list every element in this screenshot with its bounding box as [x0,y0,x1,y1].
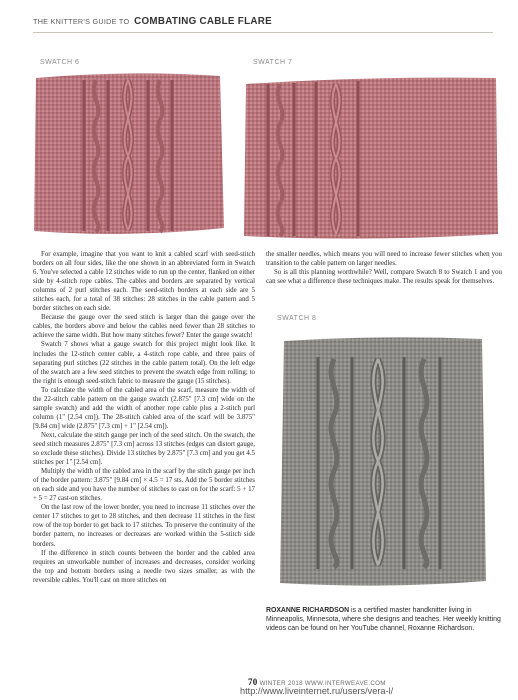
swatch-6-label: SWATCH 6 [40,59,80,66]
paragraph: Multiply the width of the cabled area in the scarf by the stitch gauge per inch of the border pattern: 3.875" [9.84 cm] × 4.5 = 17 sts. Add the 5 border stitches on each side and you have the number of stitches to cast on for the scarf: 5 + 17 + 5 = 27 cast-on stitches. [33,468,255,503]
swatch-8-label: SWATCH 8 [277,315,317,322]
watermark-url: http://www.liveinternet.ru/users/vera-l/ [240,686,394,696]
paragraph: So is all this planning worthwhile? Well, compare Swatch 8 to Swatch 1 and you can see what a difference these techniques make. The results speak for themselves. [266,269,502,286]
swatch-8-image [274,333,494,591]
paragraph: To calculate the width of the cabled area of the scarf, measure the width of the 22-stitch cable pattern on the gauge swatch (2.875" [7.3 cm] wide on the sample swatch) and add the width of another rope cable plus a 2-stitch purl column (1" [2.54 cm]). The 28-stitch cabled area of the scarf will be 3.875" [9.84 cm] wide (2.875" [7.3 cm] + 1" [2.54 cm]). [33,386,255,430]
page-number: 70 [248,677,258,687]
paragraph: If the difference in stitch counts between the border and the cabled area requires an unworkable number of increases and decreases, consider working the top and bottom borders using a needle two sizes smaller, as with the reversible cables. You'll cast on more stitches on [33,549,255,584]
paragraph: Next, calculate the stitch gauge per inch of the seed stitch. On the swatch, the seed stitch measures 2.875" [7.3 cm] across 13 stitches (edges can distort gauge, so exclude these stitches). Divide 13 stitches by 2.875" [7.3 cm] and you get 4.5 stitches per 1" [2.54 cm]. [33,431,255,467]
swatch-7-image [240,68,502,243]
paragraph: the smaller needles, which means you will need to increase fewer stitches when you transition to the cable pattern on larger needles. [266,251,502,268]
author-bio [266,606,502,633]
article-left-column [33,250,255,585]
site-url[interactable]: WWW.INTERWEAVE.COM [304,680,386,687]
header-title: COMBATING CABLE FLARE [134,16,272,27]
issue-label: WINTER 2018 [259,680,303,687]
author-name: ROXANNE RICHARDSON [266,607,350,614]
paragraph: On the last row of the lower border, you need to increase 11 stitches over the center 17 stitches to get to 28 stitches, and then decrease 11 stitches in the first row of the top border to get back to 17 stitches. To preserve the continuity of the border pattern, no increases or decreases are worked within the 5-stitch side borders. [33,504,255,548]
header-prefix: THE KNITTER'S GUIDE TO [33,17,130,26]
article-right-column [266,250,502,286]
swatch-6-image [28,68,228,240]
paragraph: Because the gauge over the seed stitch is larger than the gauge over the cables, the borders above and below the cables need fewer than 28 stitches to achieve the same width. But how many stitches fewer? Enter the gauge swatch! [33,314,255,340]
paragraph: For example, imagine that you want to knit a cabled scarf with seed-stitch borders on all four sides, like the one shown in an abbreviated form in Swatch 6. You've selected a cable 12 stitches wide to run up the center, flanked on either side by 4-stitch rope cables. The cables and borders are separated by vertical columns of 2 purl stitches each. The seed-stitch borders at each side are 5 stitches each, for a total of 38 stitches: 28 stitches in the cable pattern and 5 border stitches on each side. [33,251,255,313]
running-header [33,11,493,33]
paragraph: Swatch 7 shows what a gauge swatch for this project might look like. It includes the 12-stitch center cable, a 4-stitch rope cable, and three pairs of separating purl stitches (22 stitches in the cable pattern total). On the left edge of the swatch are a few seed stitches to prevent the swatch edge from rolling; to the right is enough seed-stitch fabric to measure the gauge (15 stitches). [33,341,255,385]
author-bio-text: is a certified master handknitter living in Minneapolis, Minnesota, where she designs and teaches. Her weekly knitting videos can be found on her YouTube channel, Roxanne Richardson. [266,607,501,633]
swatch-7-label: SWATCH 7 [253,59,293,66]
